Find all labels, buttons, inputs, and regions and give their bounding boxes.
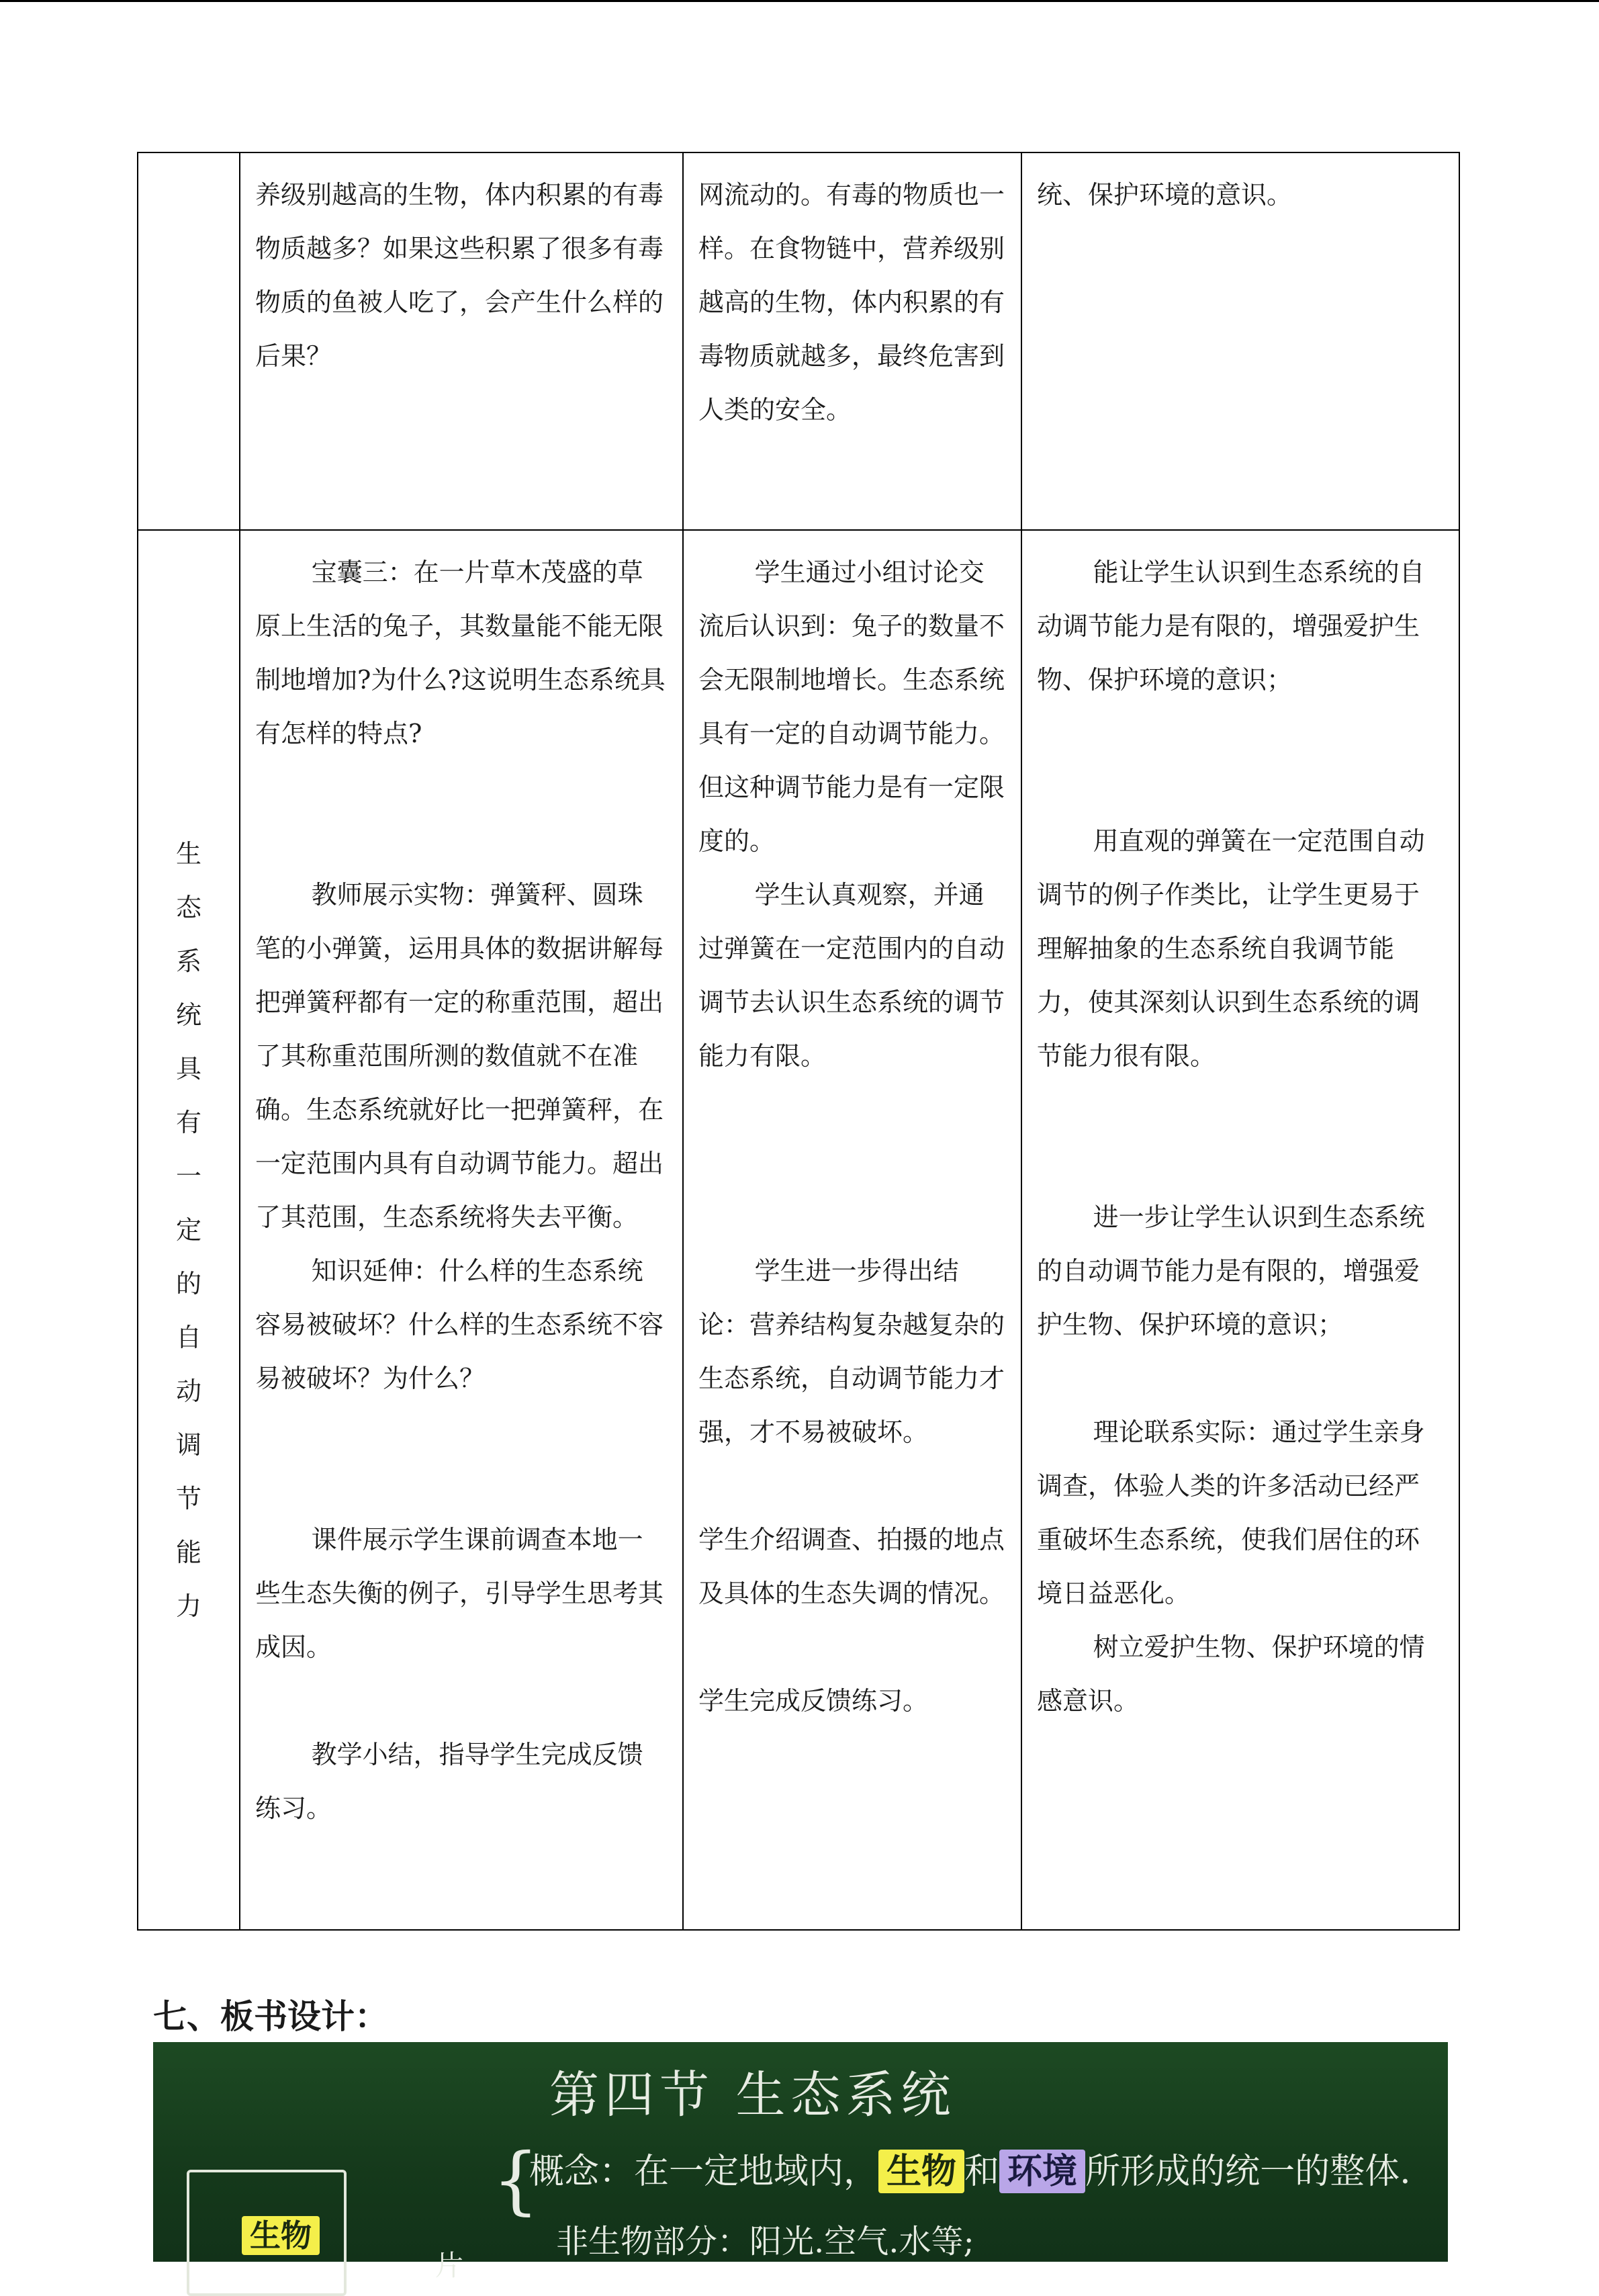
row-title-cell <box>138 530 240 1930</box>
brace-mark: { <box>492 2137 539 2223</box>
student-paragraph: 学生认真观察，并通过弹簧在一定范围内的自动调节去认识生态系统的调节能力有限。 <box>698 880 1005 1071</box>
student-activity-cell <box>683 530 1021 1930</box>
section-heading: 七、板书设计： <box>153 1997 388 2036</box>
concept-prefix: 概念：在一定地域内， <box>529 2152 879 2192</box>
student-paragraph: 学生通过小组讨论交流后认识到：兔子的数量不会无限制地增长。生态系统具有一定的自动调节能力。但这种调节能力是有一定限度的。 <box>698 558 1005 856</box>
board-box-label: 生物 <box>242 2211 320 2256</box>
table-row <box>138 152 1459 530</box>
board-nonbio-line: 非生物部分：阳光.空气.水等; <box>556 2223 974 2260</box>
concept-suffix: 所形成的统一的整体. <box>1085 2152 1411 2192</box>
intent-paragraph: 能让学生认识到生态系统的自动调节能力是有限的，增强爱护生物、保护环境的意识； <box>1037 558 1425 695</box>
teacher-activity-cell <box>240 530 683 1930</box>
board-partial-char: 片 <box>435 2249 464 2282</box>
student-text: 网流动的。有毒的物质也一样。在食物链中，营养级别越高的生物，体内积累的有毒物质就越多，最终危害到人类的安全。 <box>698 180 1005 425</box>
concept-and: 和 <box>964 2152 1000 2192</box>
student-paragraph: 学生介绍调查、拍摄的地点及具体的生态失调的情况。 <box>698 1525 1005 1608</box>
intent-paragraph: 树立爱护生物、保护环境的情感意识。 <box>1037 1632 1425 1716</box>
student-activity-cell <box>683 152 1021 530</box>
design-intent-cell <box>1021 152 1459 530</box>
highlight-env: 环境 <box>999 2150 1085 2193</box>
intent-paragraph: 理论联系实际：通过学生亲身调查，体验人类的许多活动已经严重破坏生态系统，使我们居住的环境日益恶化。 <box>1037 1417 1425 1608</box>
teacher-text: 养级别越高的生物，体内积累的有毒物质越多？如果这些积累了很多有毒物质的鱼被人吃了，会产生什么样的后果？ <box>255 180 664 371</box>
vertical-row-title: 生 态 系 统 具 有 一 定 的 自 动 调 节 能 力 <box>176 839 202 1621</box>
row-title-cell <box>138 152 240 530</box>
student-paragraph: 学生完成反馈练习。 <box>698 1686 929 1716</box>
board-title: 第四节 生态系统 <box>549 2066 956 2124</box>
teacher-activity-cell <box>240 152 683 530</box>
intent-text: 统、保护环境的意识。 <box>1037 180 1293 210</box>
teacher-paragraph: 教师展示实物：弹簧秤、圆珠笔的小弹簧，运用具体的数据讲解每把弹簧秤都有一定的称重范围，超出了其称重范围所测的数值就不在准确。生态系统就好比一把弹簧秤，在一定范围内具有自动调节能力。超出了其范围，生态系统将失去平衡。 <box>255 880 664 1232</box>
teacher-paragraph: 宝囊三：在一片草木茂盛的草原上生活的兔子，其数量能不能无限制地增加?为什么?这说明生态系统具有怎样的特点? <box>255 558 666 748</box>
board-concept-line <box>529 2143 1411 2193</box>
design-intent-cell <box>1021 530 1459 1930</box>
intent-paragraph: 用直观的弹簧在一定范围自动调节的例子作类比，让学生更易于理解抽象的生态系统自我调节能力，使其深刻认识到生态系统的调节能力很有限。 <box>1037 826 1425 1071</box>
page-top-rule <box>0 0 1599 2</box>
intent-paragraph: 进一步让学生认识到生态系统的自动调节能力是有限的，增强爱护生物、保护环境的意识； <box>1037 1202 1425 1339</box>
teacher-paragraph: 知识延伸：什么样的生态系统容易被破坏？什么样的生态系统不容易被破坏？为什么？ <box>255 1256 664 1393</box>
table-row <box>138 530 1459 1930</box>
student-paragraph: 学生进一步得出结论：营养结构复杂越复杂的生态系统，自动调节能力才强，才不易被破坏。 <box>698 1256 1005 1447</box>
blackboard-photo <box>153 2042 1448 2282</box>
teacher-paragraph: 教学小结，指导学生完成反馈练习。 <box>255 1740 643 1823</box>
teacher-paragraph: 课件展示学生课前调查本地一些生态失衡的例子，引导学生思考其成因。 <box>255 1525 664 1662</box>
highlight-bio: 生物 <box>878 2150 964 2193</box>
lesson-table <box>137 152 1460 1931</box>
